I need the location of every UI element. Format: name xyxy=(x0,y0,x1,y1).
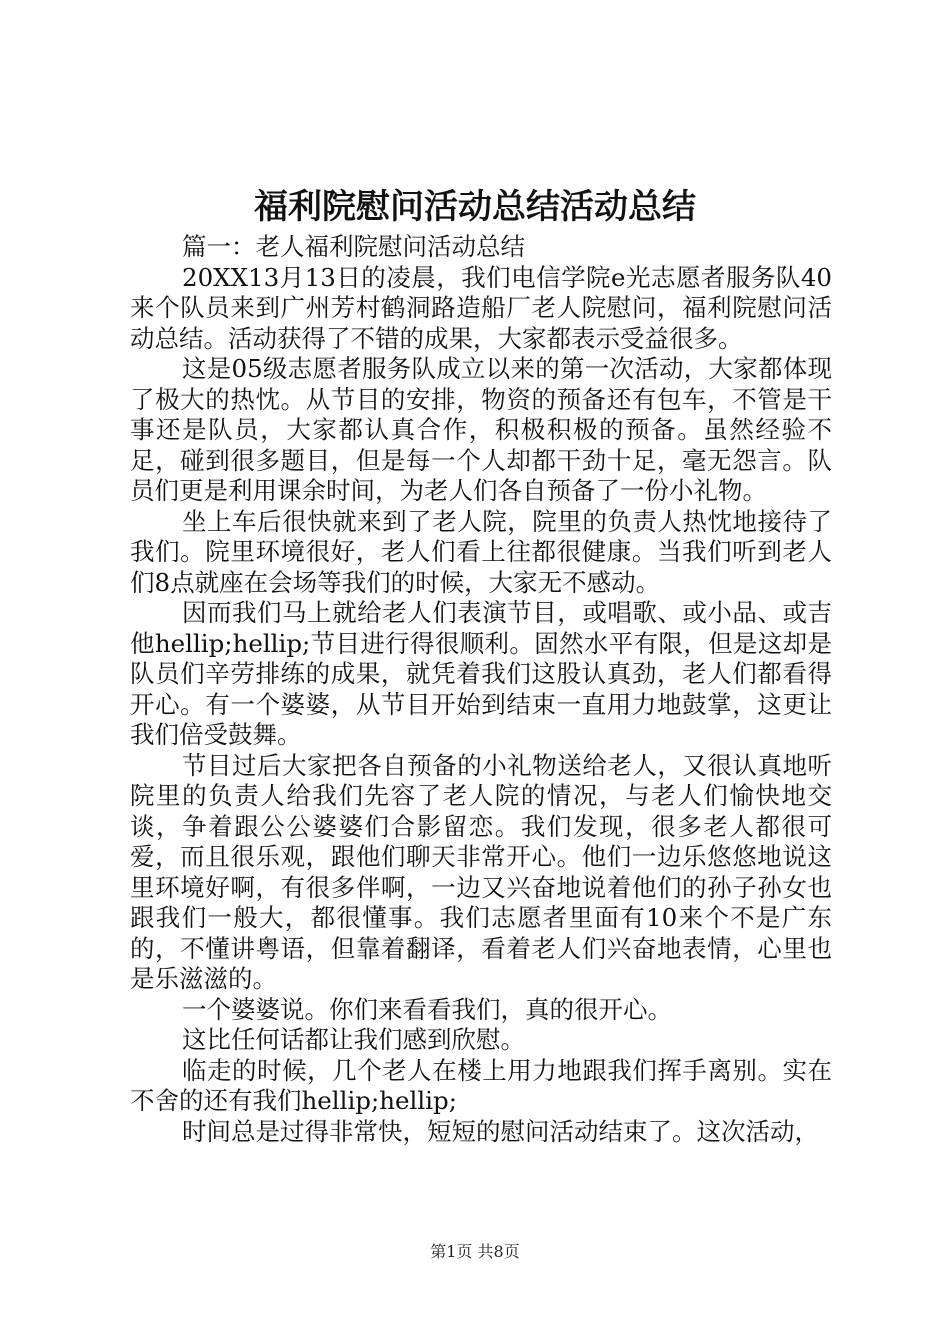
paragraph: 20XX13月13日的凌晨，我们电信学院e光志愿者服务队40来个队员来到广州芳村鹤洞路造船厂老人院慰问，福利院慰问活动总结。活动获得了不错的成果，大家都表示受益很多。 xyxy=(130,262,832,353)
document-title: 福利院慰问活动总结活动总结 xyxy=(254,187,696,227)
paragraph: 一个婆婆说。你们来看看我们，真的很开心。 xyxy=(182,994,672,1024)
paragraph: 坐上车后很快就来到了老人院，院里的负责人热忱地接待了我们。院里环境很好，老人们看上往都很健康。当我们听到老人们8点就座在会场等我们的时候，大家无不感动。 xyxy=(130,506,832,597)
document-body xyxy=(130,232,832,1147)
paragraph: 时间总是过得非常快，短短的慰问活动结束了。这次活动， xyxy=(182,1116,819,1146)
paragraph: 因而我们马上就给老人们表演节目，或唱歌、或小品、或吉他hellip;hellip;节目进行得很顺利。固然水平有限，但是这却是队员们辛劳排练的成果，就凭着我们这股认真劲，老人们都看得开心。有一个婆婆，从节目开始到结束一直用力地鼓掌，这更让我们倍受鼓舞。 xyxy=(130,598,832,749)
section-heading: 篇一：老人福利院慰问活动总结 xyxy=(182,232,525,261)
paragraph: 这比任何话都让我们感到欣慰。 xyxy=(182,1025,525,1054)
paragraph: 临走的时候，几个老人在楼上用力地跟我们挥手离别。实在不舍的还有我们hellip;hellip; xyxy=(130,1055,832,1115)
page-footer: 第1页 共8页 xyxy=(430,1242,520,1261)
paragraph: 节目过后大家把各自预备的小礼物送给老人，又很认真地听院里的负责人给我们先容了老人院的情况，与老人们愉快地交谈，争着跟公公婆婆们合影留恋。我们发现，很多老人都很可爱，而且很乐观，跟他们聊天非常开心。他们一边乐悠悠地说这里环境好啊，有很多伴啊，一边又兴奋地说着他们的孙子孙女也跟我们一般大，都很懂事。我们志愿者里面有10来个不是广东的，不懂讲粤语，但靠着翻译，看着老人们兴奋地表情，心里也是乐滋滋的。 xyxy=(130,750,832,993)
paragraph: 这是05级志愿者服务队成立以来的第一次活动，大家都体现了极大的热忱。从节目的安排，物资的预备还有包车，不管是干事还是队员，大家都认真合作，积极积极的预备。虽然经验不足，碰到很多题目，但是每一个人却都干劲十足，毫无怨言。队员们更是利用课余时间，为老人们各自预备了一份小礼物。 xyxy=(130,354,832,505)
